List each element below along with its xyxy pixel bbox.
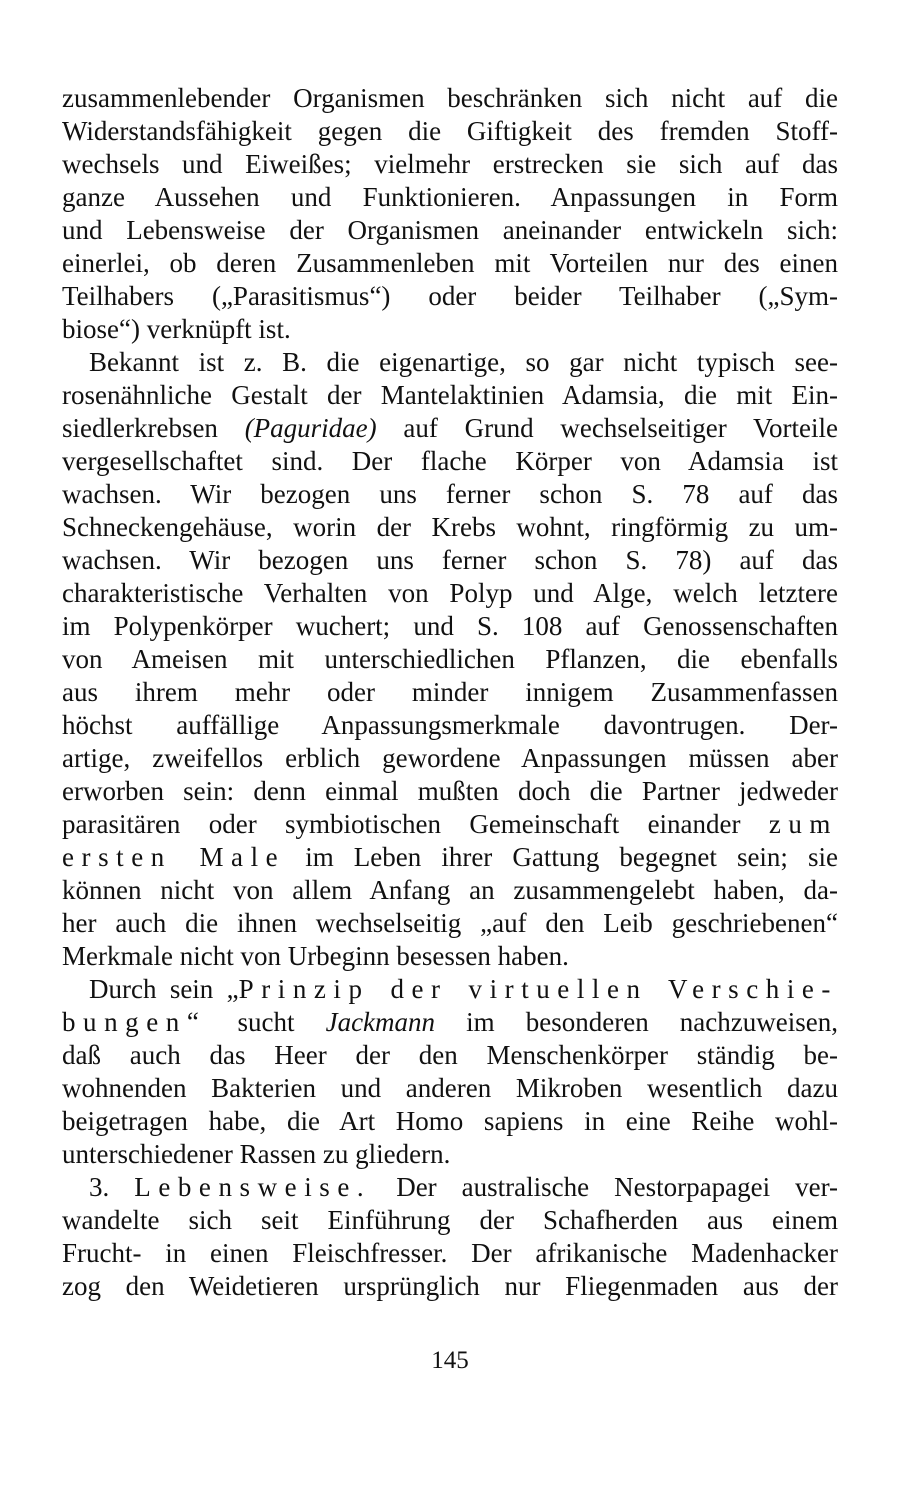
text-line: und Lebensweise der Organismen aneinander entwickeln sich:	[62, 215, 838, 245]
section-heading-line	[62, 1171, 838, 1204]
text-run: sucht	[206, 1007, 326, 1037]
text-run: parasitären oder symbiotischen Gemeinschaft einander	[62, 809, 769, 839]
text-line: wachsen. Wir bezogen uns ferner schon S. 78 auf das	[62, 479, 838, 509]
spaced-section-title: Lebensweise.	[134, 1172, 372, 1202]
text-line: von Ameisen mit unterschiedlichen Pflanzen, die ebenfalls	[62, 644, 838, 674]
paragraph-end-line: biose“) verknüpft ist.	[62, 314, 291, 344]
text-line	[62, 412, 838, 445]
spaced-emphasis: bungen“	[62, 1007, 207, 1037]
text-line: einerlei, ob deren Zusammenleben mit Vorteilen nur des einen	[62, 248, 838, 278]
text-line: beigetragen habe, die Art Homo sapiens in eine Reihe wohl-	[62, 1106, 838, 1136]
text-line: her auch die ihnen wechselseitig „auf den Leib geschriebenen“	[62, 908, 838, 938]
text-line: artige, zweifellos erblich gewordene Anpassungen müssen aber	[62, 743, 838, 773]
text-line: wachsen. Wir bezogen uns ferner schon S. 78) auf das	[62, 545, 838, 575]
text-line: Teilhabers („Parasitismus“) oder beider Teilhaber („Sym-	[62, 281, 838, 311]
text-line: Widerstandsfähigkeit gegen die Giftigkeit des fremden Stoff-	[62, 116, 838, 146]
text-run: siedlerkrebsen	[62, 413, 245, 443]
text-line	[62, 808, 838, 841]
text-line: aus ihrem mehr oder minder innigem Zusammenfassen	[62, 677, 838, 707]
paragraph-end-line: Merkmale nicht von Urbeginn besessen haben.	[62, 941, 569, 971]
text-line: Frucht- in einen Fleischfresser. Der afrikanische Madenhacker	[62, 1238, 838, 1268]
page-body	[62, 82, 838, 1303]
text-line: daß auch das Heer der den Menschenkörper ständig be-	[62, 1040, 838, 1070]
paragraph-start-line: Bekannt ist z. B. die eigenartige, so gar nicht typisch see-	[89, 347, 838, 377]
text-line: können nicht von allem Anfang an zusammengelebt haben, da-	[62, 875, 838, 905]
paragraph-end-line: unterschiedener Rassen zu gliedern.	[62, 1139, 451, 1169]
text-run: 3.	[89, 1172, 135, 1202]
text-line: charakteristische Verhalten von Polyp und Alge, welch letztere	[62, 578, 838, 608]
text-run: Der australische Nestorpapagei ver-	[371, 1172, 838, 1202]
spaced-emphasis: zum	[768, 809, 838, 839]
text-line: wandelte sich seit Einführung der Schafherden aus einem	[62, 1205, 838, 1235]
spaced-emphasis: Prinzip der virtuellen Verschie-	[238, 974, 838, 1004]
text-run: im Leben ihrer Gattung begegnet sein; sie	[285, 842, 838, 872]
text-line: zog den Weidetieren ursprünglich nur Fliegenmaden aus der	[62, 1271, 838, 1301]
text-line: Schneckengehäuse, worin der Krebs wohnt, ringförmig zu um-	[62, 512, 838, 542]
text-run: Durch sein „	[89, 974, 239, 1004]
text-line: wechsels und Eiweißes; vielmehr erstrecken sie sich auf das	[62, 149, 838, 179]
text-line: höchst auffällige Anpassungsmerkmale davontrugen. Der-	[62, 710, 838, 740]
text-line	[62, 841, 838, 874]
text-line: ganze Aussehen und Funktionieren. Anpassungen in Form	[62, 182, 838, 212]
spaced-emphasis: ersten Male	[62, 842, 286, 872]
text-run: auf Grund wechselseitiger Vorteile	[376, 413, 838, 443]
text-line	[62, 1006, 838, 1039]
text-line: erworben sein: denn einmal mußten doch die Partner jedweder	[62, 776, 838, 806]
text-line: im Polypenkörper wuchert; und S. 108 auf Genossenschaften	[62, 611, 838, 641]
italic-taxon: (Paguridae)	[244, 413, 377, 443]
page-number: 145	[431, 1347, 469, 1374]
paragraph-start-line	[62, 973, 838, 1006]
text-line: rosenähnliche Gestalt der Mantelaktinien Adamsia, die mit Ein-	[62, 380, 838, 410]
text-line: zusammenlebender Organismen beschränken sich nicht auf die	[62, 83, 838, 113]
text-line: vergesellschaftet sind. Der flache Körper von Adamsia ist	[62, 446, 838, 476]
text-line: wohnenden Bakterien und anderen Mikroben wesentlich dazu	[62, 1073, 838, 1103]
text-run: im besonderen nachzuweisen,	[435, 1007, 838, 1037]
italic-author-name: Jackmann	[325, 1007, 436, 1037]
